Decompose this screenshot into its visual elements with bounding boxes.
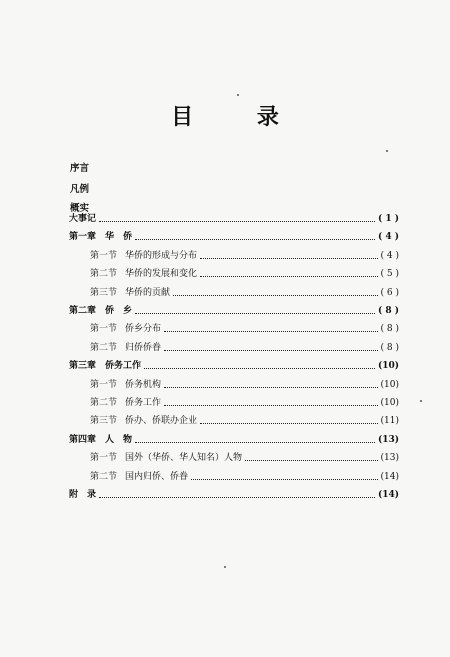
- toc-entry-label: [90, 267, 197, 281]
- toc-page-number: ( 6 ): [380, 287, 399, 298]
- print-speck: [237, 94, 239, 96]
- toc-entry-title: 侨务机构: [125, 379, 162, 390]
- print-speck: [386, 150, 388, 152]
- toc-section-row: [90, 414, 399, 428]
- toc-entry-title: 第一章 华 侨: [69, 232, 133, 243]
- toc-entry-label: [69, 433, 132, 447]
- toc-page-number: (10): [380, 379, 399, 390]
- toc-section-row: [90, 322, 399, 336]
- toc-entry-title: 第四章 人 物: [69, 434, 133, 445]
- toc-entry-label: [69, 304, 132, 318]
- toc-entry-title: 华侨的形成与分布: [125, 250, 198, 261]
- toc-leader-dots: [164, 330, 377, 332]
- toc-page-number: ( 4 ): [380, 250, 399, 261]
- toc-page-number: (11): [380, 416, 399, 427]
- toc-leader-dots: [135, 238, 375, 240]
- print-speck: [224, 566, 226, 568]
- toc-chapter-row: [69, 359, 399, 373]
- toc-section-number: 第三节: [90, 287, 118, 298]
- toc-page-number: (10): [377, 361, 399, 372]
- toc-page-number: (10): [380, 398, 399, 408]
- toc-page-number: ( 8 ): [380, 342, 399, 353]
- toc-section-row: [90, 249, 399, 263]
- toc-entry-label: [90, 378, 161, 392]
- toc-section-number: 第三节: [90, 416, 118, 427]
- toc-entry-label: [69, 230, 132, 244]
- toc-leader-dots: [200, 275, 377, 277]
- toc-leader-dots: [164, 386, 377, 388]
- toc-page-number: (13): [380, 453, 399, 464]
- toc-section-number: 第二节: [90, 398, 118, 408]
- toc-entry-label: [69, 359, 141, 373]
- toc-chapter-row: [69, 230, 399, 244]
- toc-section-number: 第二节: [90, 471, 118, 482]
- toc-section-row: [90, 451, 399, 465]
- toc-leader-dots: [164, 404, 377, 406]
- toc-entry-title: 归侨侨眷: [125, 342, 162, 353]
- toc-section-number: 第二节: [90, 269, 118, 280]
- front-matter-preface: 序言: [70, 163, 90, 174]
- toc-entry-title: 侨乡分布: [125, 324, 162, 335]
- toc-entry-title: 第二章 侨 乡: [69, 306, 133, 316]
- toc-entry-title: 第三章 侨务工作: [69, 361, 142, 372]
- toc-entry-title: 附 录: [69, 490, 97, 500]
- toc-section-row: [90, 470, 399, 484]
- toc-entry-label: [69, 488, 96, 502]
- toc-page-number: ( 8 ): [380, 324, 399, 335]
- toc-section-number: 第一节: [90, 324, 118, 335]
- toc-entry-label: [90, 286, 170, 300]
- toc-entry-label: [90, 451, 242, 465]
- toc-entry-title: 侨办、侨联办企业: [125, 416, 198, 427]
- toc-leader-dots: [191, 478, 377, 480]
- toc-leader-dots: [173, 294, 377, 296]
- toc-chapter-row: [69, 212, 399, 226]
- toc-section-row: [90, 341, 399, 355]
- toc-section-number: 第一节: [90, 379, 118, 390]
- toc-entry-title: 国外（华侨、华人知名）人物: [125, 453, 243, 464]
- toc-leader-dots: [135, 312, 375, 314]
- toc-entry-label: [69, 212, 96, 226]
- toc-entry-title: 华侨的发展和变化: [125, 269, 198, 280]
- toc-leader-dots: [164, 349, 377, 351]
- toc-page-number: ( 5 ): [380, 269, 399, 280]
- toc-section-number: 第一节: [90, 250, 118, 261]
- toc-section-number: 第一节: [90, 453, 118, 464]
- toc-chapter-row: [69, 488, 399, 502]
- toc-section-row: [90, 378, 399, 392]
- toc-chapter-row: [69, 433, 399, 447]
- toc-leader-dots: [135, 441, 375, 443]
- front-matter-notes: 凡例: [70, 184, 90, 195]
- toc-leader-dots: [144, 367, 375, 369]
- toc-entry-label: [90, 322, 161, 336]
- toc-section-row: [90, 396, 399, 410]
- toc-section-number: 第二节: [90, 342, 118, 353]
- toc-entry-title: 华侨的贡献: [125, 287, 171, 298]
- toc-entry-label: [90, 396, 161, 410]
- toc-leader-dots: [99, 220, 375, 222]
- front-matter-overview: 概实: [70, 203, 90, 214]
- toc-section-row: [90, 286, 399, 300]
- toc-leader-dots: [200, 257, 377, 259]
- toc-page-number: ( 1 ): [377, 214, 399, 224]
- toc-entry-label: [90, 414, 197, 428]
- toc-page-number: ( 8 ): [377, 306, 399, 316]
- toc-page-number: (14): [377, 490, 399, 500]
- toc-leader-dots: [200, 422, 377, 424]
- page-title: 目 录: [171, 104, 307, 130]
- toc-entry-label: [90, 341, 161, 355]
- toc-page-number: (14): [380, 471, 399, 482]
- toc-entry-title: 国内归侨、侨眷: [125, 471, 189, 482]
- print-speck: [420, 400, 422, 402]
- toc-section-row: [90, 267, 399, 281]
- toc-leader-dots: [245, 459, 377, 461]
- toc-page-number: (13): [377, 434, 399, 445]
- toc-entry-label: [90, 249, 197, 263]
- toc-entry-title: 大事记: [69, 214, 97, 224]
- toc-entry-title: 侨务工作: [125, 398, 162, 408]
- toc-entry-label: [90, 470, 188, 484]
- toc-page-number: ( 4 ): [377, 232, 399, 243]
- toc-leader-dots: [99, 496, 375, 498]
- toc-chapter-row: [69, 304, 399, 318]
